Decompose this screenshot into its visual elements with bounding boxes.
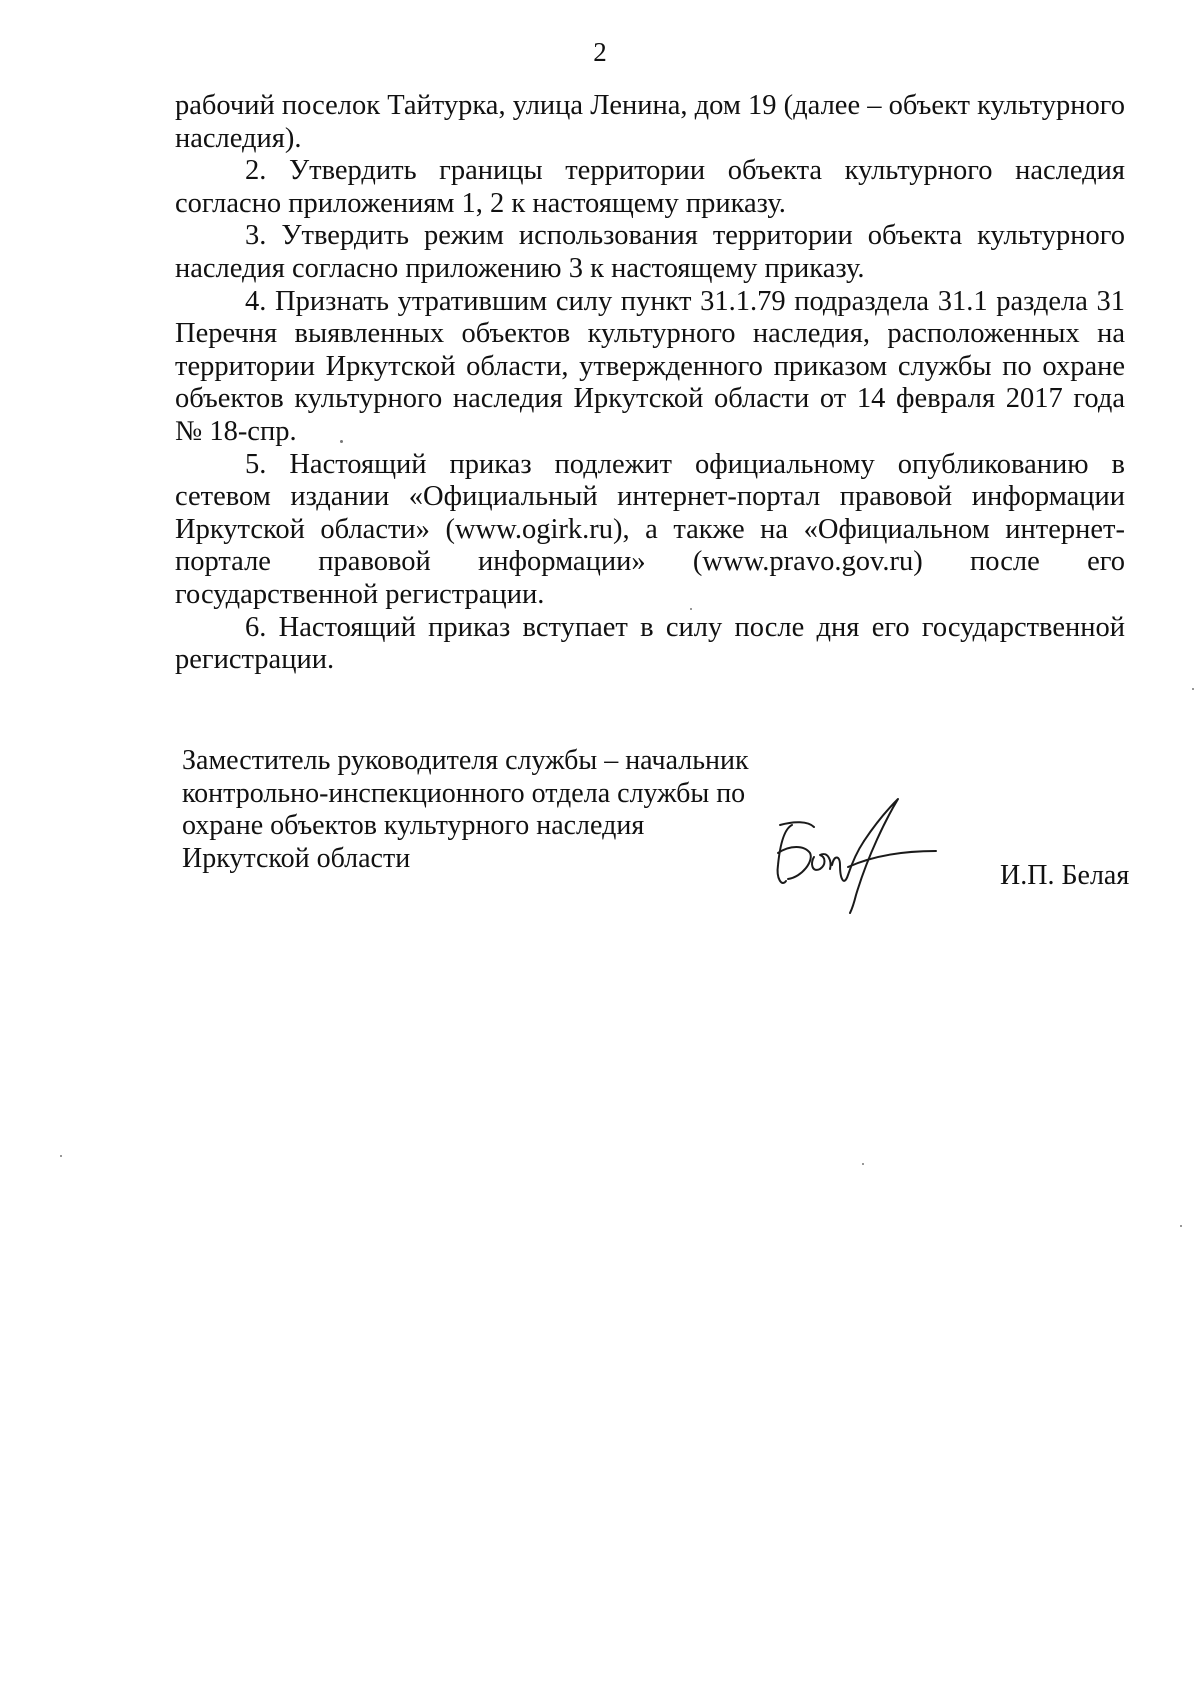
paragraph-address-continuation: рабочий поселок Тайтурка, улица Ленина, дом 19 (далее – объект культурного наследия). [175,90,1125,154]
signatory-position-line: Заместитель руководителя службы – начальник [182,745,749,776]
scan-speck [862,1163,864,1165]
paragraph-item-5: 5. Настоящий приказ подлежит официальному опубликованию в сетевом издании «Официальный интернет-портал правовой информации Иркутской области» (www.ogirk.ru), а также на «Официальном интернет-портале правовой информации» (www.pravo.gov.ru) после его государственной регистрации. [175,448,1125,610]
signer-name: И.П. Белая [1000,860,1130,891]
page-number: 2 [593,37,607,67]
document-body [175,90,1125,677]
scan-speck [690,608,692,610]
signatory-position-line: Иркутской области [182,842,411,874]
scan-speck [1180,1225,1182,1227]
signatory-position [182,745,782,875]
paragraph-item-3: 3. Утвердить режим использования территории объекта культурного наследия согласно приложению 3 к настоящему приказу. [175,220,1125,284]
handwritten-signature [770,795,940,915]
paragraph-item-2: 2. Утвердить границы территории объекта культурного наследия согласно приложениям 1, 2 к настоящему приказу. [175,155,1125,219]
scan-speck [1192,688,1194,690]
paragraph-item-4: 4. Признать утратившим силу пункт 31.1.79 подраздела 31.1 раздела 31 Перечня выявленных объектов культурного наследия, расположенных на территории Иркутской области, утвержденного приказом службы по охране объектов культурного наследия Иркутской области от 14 февраля 2017 года № 18-спр. [175,285,1125,447]
scan-speck [340,440,343,443]
signatory-position-line: охране объектов культурного наследия [182,810,645,841]
paragraph-item-6: 6. Настоящий приказ вступает в силу после дня его государственной регистрации. [175,611,1125,676]
scan-speck [60,1155,62,1157]
signatory-position-line: контрольно-инспекционного отдела службы по [182,777,746,809]
